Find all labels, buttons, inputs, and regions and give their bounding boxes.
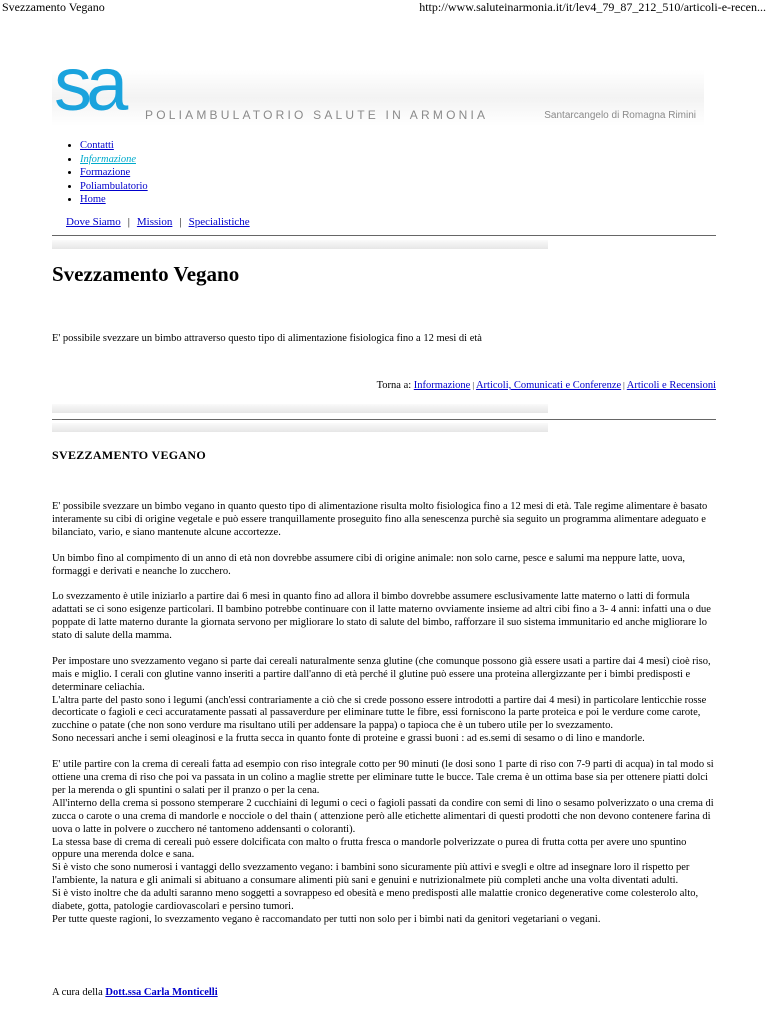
- article-paragraph: E' possibile svezzare un bimbo vegano in quanto questo tipo di alimentazione risulta molto fisiologica fino a 12 mesi di età. Tale regime alimentare è basato interamente su cibi di origine vegetale e può essere tranquillamente proseguito fino alla senescenza purchè sia seguito un programma alimentare adeguato e bilanciato, vario, e siano mantenute alcune accortezze.: [52, 501, 708, 538]
- clinic-location: Santarcangelo di Romagna Rimini: [544, 110, 696, 121]
- menu-item-contatti: [80, 139, 148, 153]
- menu-item-informazione: [80, 153, 148, 167]
- breadcrumb-articoli-recensioni[interactable]: Articoli e Recensioni: [626, 380, 716, 391]
- breadcrumb: [377, 380, 716, 391]
- article-paragraph: Un bimbo fino al compimento di un anno di età non dovrebbe assumere cibi di origine animale: non solo carne, pesce e salumi ma neppure latte, uova, formaggi e derivati e neanche lo zucchero.: [52, 552, 686, 577]
- breadcrumb-prefix: Torna a:: [376, 380, 412, 391]
- article-line: Sono necessari anche i semi oleaginosi e la frutta secca in quanto fonte di proteine e grassi buoni : ad es.semi di sesamo o di lino e mandorle.: [52, 733, 645, 745]
- menu-item-poliambulatorio: [80, 180, 148, 194]
- article-line: L'altra parte del pasto sono i legumi (anch'essi contrariamente a ciò che si crede possono essere introdotti a partire dai 4 mesi) in particolare lenticchie rosse decorticate o fagioli e ceci accuratamente passati al passaverdure per eliminare tutte le fibre, essi forniscono la parte proteica e poi le verdure come carote, zucchine o patate (che non sono verdure ma risultano utili per addensare la pappa) o tapioca che è un tubero utile per lo svezzamento.: [52, 694, 707, 732]
- menu-link-informazione[interactable]: Informazione: [80, 153, 136, 165]
- divider: [52, 235, 716, 236]
- sub-navigation: [66, 216, 250, 228]
- site-header: [52, 52, 704, 126]
- subnav-mission[interactable]: Mission: [136, 216, 173, 228]
- article-paragraph: [52, 656, 716, 746]
- divider: [52, 419, 716, 420]
- menu-link-poliambulatorio[interactable]: Poliambulatorio: [80, 180, 148, 192]
- article-line: Per tutte queste ragioni, lo svezzamento vegano è raccomandato per tutti non solo per i bimbi nati da genitori vegetariani o vegani.: [52, 913, 601, 925]
- article-line: All'interno della crema si possono stemperare 2 cucchiaini di legumi o ceci o fagioli passati da condire con semi di lino o sesamo polverizzato o una crema di zucca o carote o una crema di mandorle e nocciole o del thain ( attenzione però alle etichette alimentari di questi prodotti che non devono contenere farina di uova o latte in polvere o zucchero né tantomeno addensanti o coloranti).: [52, 797, 714, 835]
- page-title: Svezzamento Vegano: [52, 262, 240, 286]
- divider-shade: [52, 423, 548, 432]
- subnav-separator: |: [127, 216, 130, 228]
- article-body: [52, 501, 716, 940]
- subnav-dove-siamo[interactable]: Dove Siamo: [66, 216, 121, 228]
- print-header-title: Svezzamento Vegano: [2, 0, 105, 14]
- logo-mark: [54, 52, 140, 118]
- breadcrumb-separator: |: [623, 381, 625, 390]
- breadcrumb-informazione[interactable]: Informazione: [413, 380, 471, 391]
- article-paragraph: Lo svezzamento è utile iniziarlo a partire dai 6 mesi in quanto fino ad allora il bimbo dovrebbe assumere esclusivamente latte materno o latti di formula adattati se ci sono esigenze particolari. Il bambino potrebbe continuare con il latte materno ovviamente insieme ad altri cibi fino a 3- 4 anni: infatti una o due poppate di latte materno durante la giornata servono per migliorare lo stato di salute del bimbo, rafforzare il suo sistema immunitario ed anche migliorare lo stato di salute della mamma.: [52, 591, 711, 642]
- divider-shade: [52, 404, 548, 413]
- lead-text: E' possibile svezzare un bimbo attraverso questo tipo di alimentazione fisiologica fino a 12 mesi di età: [52, 333, 482, 344]
- article-line: Per impostare uno svezzamento vegano si parte dai cereali naturalmente senza glutine (che comunque possono già essere usati a partire dai 4 mesi) cioè riso, mais e miglio. I cerali con glutine vanno inseriti a partire dall'anno di età perché il glutine può essere una proteina allergizzante per i bimbi predisposti e determinare celiachia.: [52, 655, 711, 693]
- logo-text: sa: [54, 52, 123, 118]
- article-line: Si è visto che sono numerosi i vantaggi dello svezzamento vegano: i bambini sono sicuramente più attivi e svegli e oltre ad insegnare loro il rispetto per l'ambiente, la natura e gli animali si abituano a consumare alimenti più sani e genuini e nutrizionalmete più completi anche una volta diventati adulti.: [52, 862, 690, 887]
- subnav-separator: |: [179, 216, 182, 228]
- menu-link-formazione[interactable]: Formazione: [80, 167, 131, 178]
- logo[interactable]: [54, 52, 140, 121]
- breadcrumb-articoli-comunicati[interactable]: Articoli, Comunicati e Conferenze: [475, 380, 622, 391]
- author-link[interactable]: Dott.ssa Carla Monticelli: [105, 987, 218, 998]
- article-paragraph: [52, 759, 716, 927]
- clinic-name: POLIAMBULATORIO SALUTE IN ARMONIA: [145, 108, 489, 122]
- article-heading: SVEZZAMENTO VEGANO: [52, 448, 206, 462]
- subnav-specialistiche[interactable]: Specialistiche: [188, 216, 250, 228]
- article-line: Si è visto inoltre che da adulti saranno meno soggetti a sovrappeso ed obesità e meno predisposti alle malattie cronico degenerative come colesterolo alto, diabete, gotta, patologie cardiovascolari e persino tumori.: [52, 888, 699, 913]
- credit-prefix: A cura della: [52, 987, 103, 998]
- breadcrumb-separator: |: [472, 381, 474, 390]
- author-credit: [52, 987, 218, 998]
- divider-shade: [52, 240, 548, 249]
- menu-link-contatti[interactable]: Contatti: [80, 140, 114, 151]
- article-line: E' utile partire con la crema di cereali fatta ad esempio con riso integrale cotto per 90 minuti (le dosi sono 1 parte di riso con 7-9 parti di acqua) in tal modo si ottiene una crema di riso che poi va passata in un colino a maglie strette per eliminare tutte le bucce. Tale crema è un ottima base sia per ottenere piatti dolci per la merenda o gli spuntini o salati per il pranzo o per la cena.: [52, 759, 714, 796]
- print-header-url: http://www.saluteinarmonia.it/it/lev4_79_87_212_510/articoli-e-recen...: [419, 0, 766, 14]
- article-line: La stessa base di crema di cereali può essere dolcificata con malto o frutta fresca o mandorle polverizzate o purea di frutta cotta per avere uno spuntino oppure una merenda dolce e sana.: [52, 836, 687, 861]
- menu-item-home: [80, 193, 148, 207]
- menu-item-formazione: [80, 166, 148, 180]
- menu-link-home[interactable]: Home: [80, 194, 106, 205]
- main-menu: [66, 139, 148, 207]
